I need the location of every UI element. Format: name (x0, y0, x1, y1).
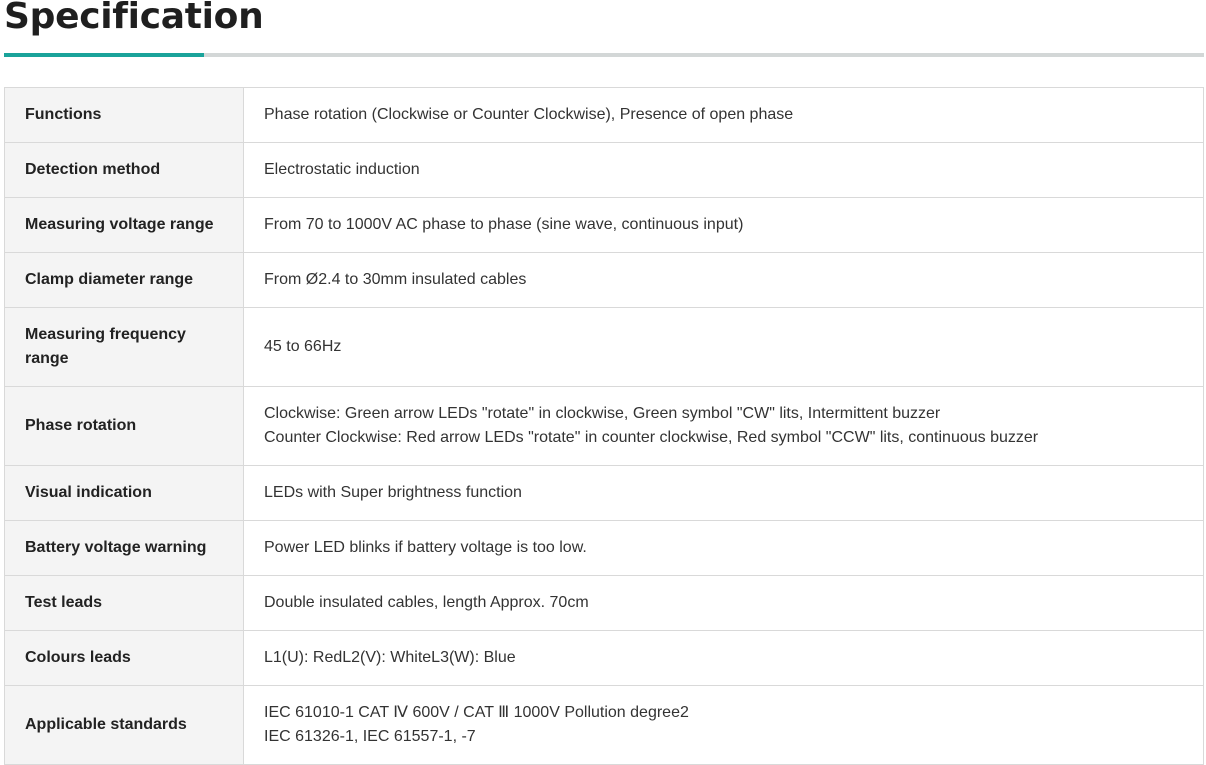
spec-value-measuring-frequency-range (244, 308, 1204, 387)
table-row (5, 466, 1204, 521)
spec-label-functions: Functions (5, 88, 244, 143)
spec-label-battery-voltage-warning: Battery voltage warning (5, 521, 244, 576)
spec-value-clamp-diameter-range (244, 253, 1204, 308)
spec-label-measuring-frequency-range: Measuring frequency range (5, 308, 244, 387)
spec-label-test-leads: Test leads (5, 576, 244, 631)
spec-value-line: From 70 to 1000V AC phase to phase (sine wave, continuous input) (264, 216, 744, 233)
spec-value-line: Electrostatic induction (264, 161, 420, 178)
spec-value-line: Phase rotation (Clockwise or Counter Clockwise), Presence of open phase (264, 106, 794, 123)
table-row (5, 686, 1204, 765)
spec-value-line: Clockwise: Green arrow LEDs "rotate" in clockwise, Green symbol "CW" lits, Intermittent buzzer (264, 405, 941, 422)
table-row (5, 308, 1204, 387)
spec-label-measuring-voltage-range: Measuring voltage range (5, 198, 244, 253)
spec-value-line: LEDs with Super brightness function (264, 484, 522, 501)
spec-value-line: Power LED blinks if battery voltage is too low. (264, 539, 587, 556)
spec-value-line: Double insulated cables, length Approx. 70cm (264, 594, 589, 611)
title-underline (4, 53, 1204, 57)
spec-label-phase-rotation: Phase rotation (5, 387, 244, 466)
spec-value-functions (244, 88, 1204, 143)
spec-value-detection-method (244, 143, 1204, 198)
spec-value-line: Counter Clockwise: Red arrow LEDs "rotate" in counter clockwise, Red symbol "CCW" lits, continuous buzzer (264, 429, 1039, 446)
spec-label-applicable-standards: Applicable standards (5, 686, 244, 765)
spec-value-line: From Ø2.4 to 30mm insulated cables (264, 271, 527, 288)
specification-table (4, 87, 1204, 765)
table-row (5, 253, 1204, 308)
table-row (5, 198, 1204, 253)
spec-value-colours-leads (244, 631, 1204, 686)
table-row (5, 88, 1204, 143)
table-row (5, 631, 1204, 686)
spec-value-phase-rotation (244, 387, 1204, 466)
spec-label-clamp-diameter-range: Clamp diameter range (5, 253, 244, 308)
table-row (5, 521, 1204, 576)
table-row (5, 143, 1204, 198)
spec-value-line: IEC 61326-1, IEC 61557-1, -7 (264, 728, 476, 745)
spec-value-line: IEC 61010-1 CAT Ⅳ 600V / CAT Ⅲ 1000V Pollution degree2 (264, 704, 689, 721)
spec-value-visual-indication (244, 466, 1204, 521)
table-row (5, 387, 1204, 466)
spec-label-colours-leads: Colours leads (5, 631, 244, 686)
spec-value-test-leads (244, 576, 1204, 631)
spec-value-battery-voltage-warning (244, 521, 1204, 576)
page-title: Specification (4, 0, 264, 37)
spec-label-visual-indication: Visual indication (5, 466, 244, 521)
spec-value-applicable-standards (244, 686, 1204, 765)
spec-value-measuring-voltage-range (244, 198, 1204, 253)
table-row (5, 576, 1204, 631)
title-underline-accent (4, 53, 204, 57)
spec-value-line: 45 to 66Hz (264, 338, 342, 355)
spec-label-detection-method: Detection method (5, 143, 244, 198)
spec-value-line: L1(U): RedL2(V): WhiteL3(W): Blue (264, 649, 516, 666)
